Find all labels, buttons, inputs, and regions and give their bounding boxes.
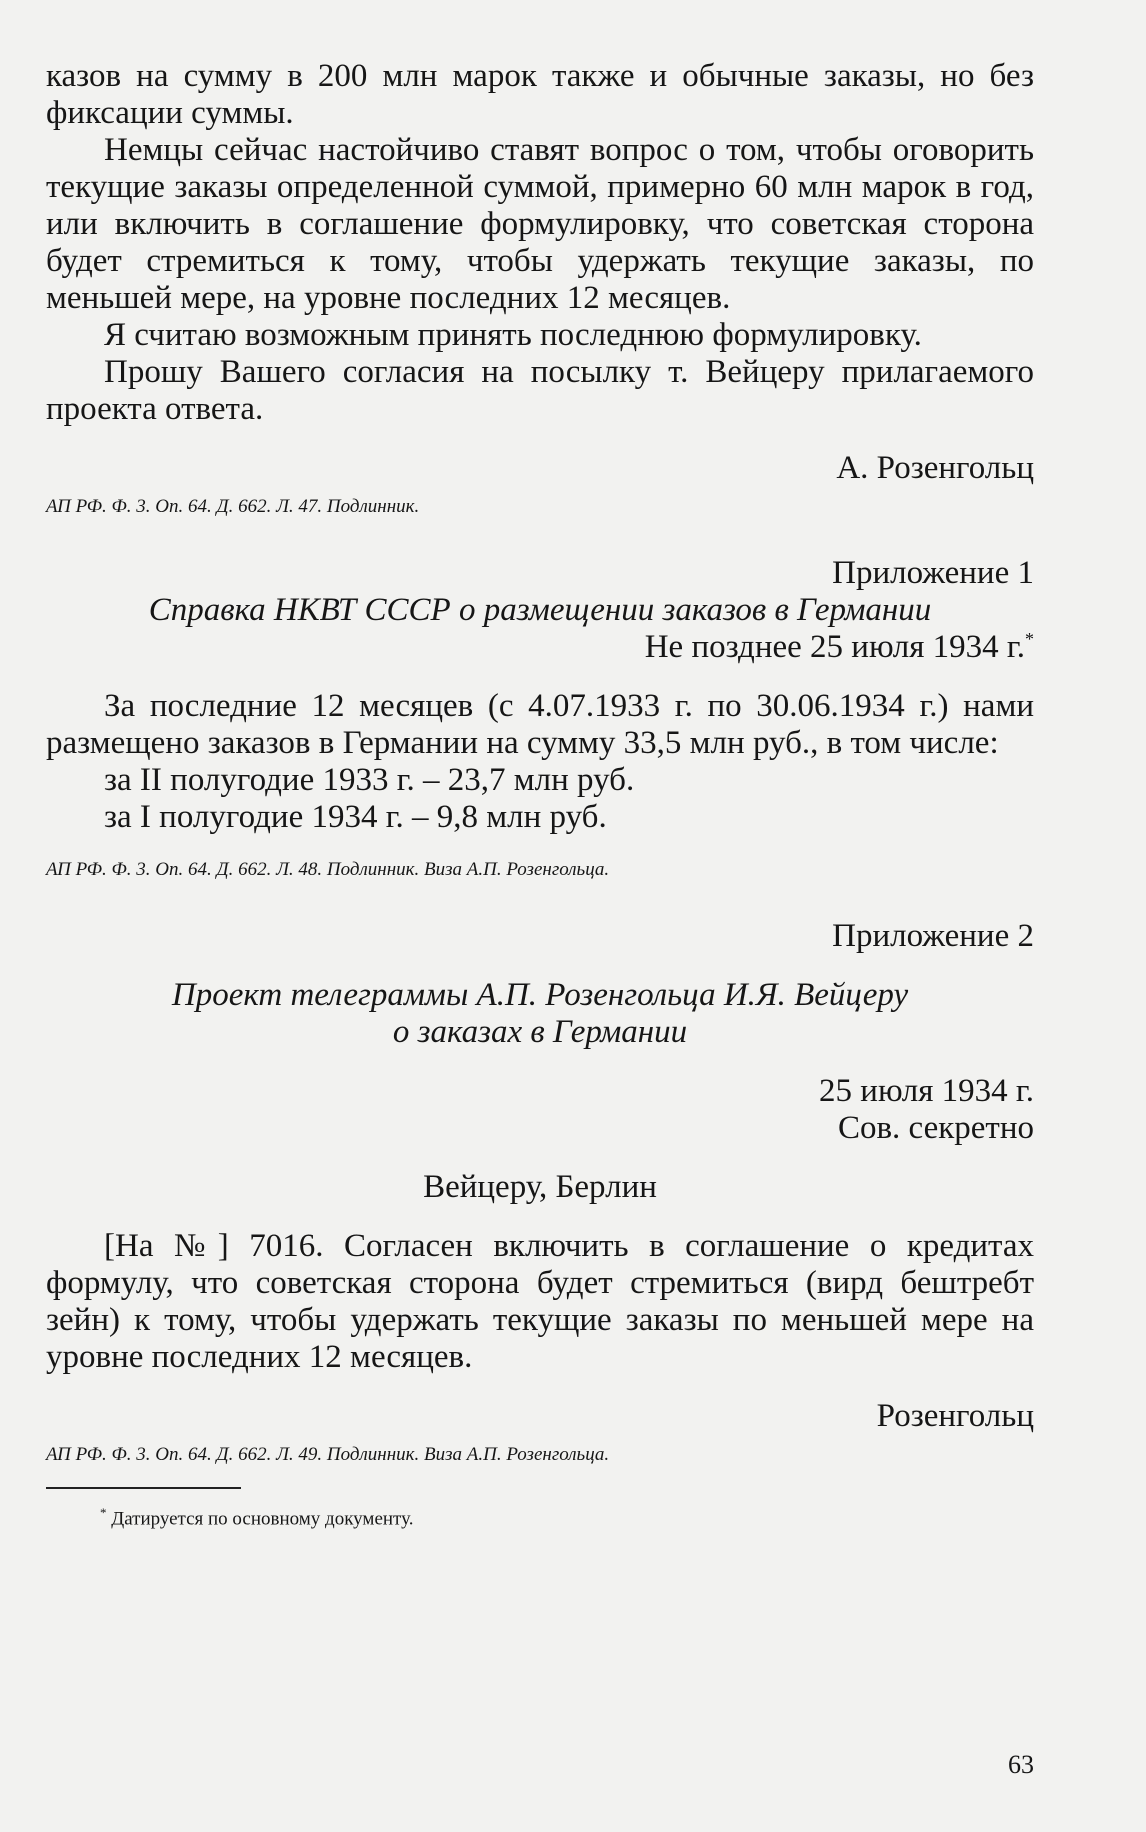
paragraph-opinion: Я считаю возможным принять последнюю формулировку. bbox=[104, 317, 922, 353]
appendix-1-date-text: Не позднее 25 июля 1934 г. bbox=[644, 629, 1025, 665]
appendix-2-date: 25 июля 1934 г. bbox=[819, 1073, 1034, 1109]
footnote-mark: * bbox=[1025, 629, 1034, 649]
appendix-1-paragraph: За последние 12 месяцев (с 4.07.1933 г. по 30.06.1934 г.) нами размещено заказов в Германии на сумму 33,5 млн руб., в том числе: bbox=[46, 688, 1034, 761]
footnote-text: Датируется по основному документу. bbox=[111, 1508, 414, 1530]
appendix-1-line-2: за I полугодие 1934 г. – 9,8 млн руб. bbox=[104, 799, 607, 835]
addressee: Вейцеру, Берлин bbox=[423, 1169, 657, 1205]
footnote bbox=[46, 1501, 1034, 1531]
signature-telegram: Розенгольц bbox=[876, 1398, 1034, 1434]
paragraph-continuation: казов на сумму в 200 млн марок также и обычные заказы, но без фиксации суммы. bbox=[46, 58, 1034, 131]
footnote-divider bbox=[46, 1487, 241, 1489]
appendix-2-title-line-2: о заказах в Германии bbox=[392, 1014, 688, 1050]
appendix-1-title: Справка НКВТ СССР о размещении заказов в Германии bbox=[148, 592, 932, 628]
appendix-1-date bbox=[46, 629, 1034, 666]
appendix-1-line-1: за II полугодие 1933 г. – 23,7 млн руб. bbox=[104, 762, 635, 798]
appendix-1-label: Приложение 1 bbox=[832, 555, 1034, 591]
classification-label: Сов. секретно bbox=[837, 1110, 1034, 1146]
appendix-2-label: Приложение 2 bbox=[832, 918, 1034, 954]
page-number: 63 bbox=[1008, 1750, 1034, 1779]
archive-source-1: АП РФ. Ф. 3. Оп. 64. Д. 662. Л. 47. Подлинник. bbox=[46, 496, 420, 517]
signature-rozengolts: А. Розенгольц bbox=[836, 450, 1034, 486]
paragraph-german-demands: Немцы сейчас настойчиво ставят вопрос о том, чтобы оговорить текущие заказы определенной суммой, примерно 60 млн марок в год, или включить в соглашение формулировку, что советская сторона будет стремиться к тому, чтобы удержать текущие заказы, по меньшей мере, на уровне последних 12 месяцев. bbox=[46, 132, 1034, 316]
telegram-text: [На №] 7016. Согласен включить в соглашение о кредитах формулу, что советская сторона будет стремиться (вирд бештребт зейн) к тому, чтобы удержать текущие заказы по меньшей мере на уровне последних 12 месяцев. bbox=[46, 1228, 1034, 1375]
archive-source-3: АП РФ. Ф. 3. Оп. 64. Д. 662. Л. 49. Подлинник. Виза А.П. Розенгольца. bbox=[46, 1444, 610, 1465]
appendix-2-title-line-1: Проект телеграммы А.П. Розенгольца И.Я. Вейцеру bbox=[171, 977, 909, 1013]
paragraph-request: Прошу Вашего согласия на посылку т. Вейцеру прилагаемого проекта ответа. bbox=[46, 354, 1034, 427]
archive-source-2: АП РФ. Ф. 3. Оп. 64. Д. 662. Л. 48. Подлинник. Виза А.П. Розенгольца. bbox=[46, 859, 610, 880]
footnote-marker: * bbox=[100, 1505, 107, 1520]
